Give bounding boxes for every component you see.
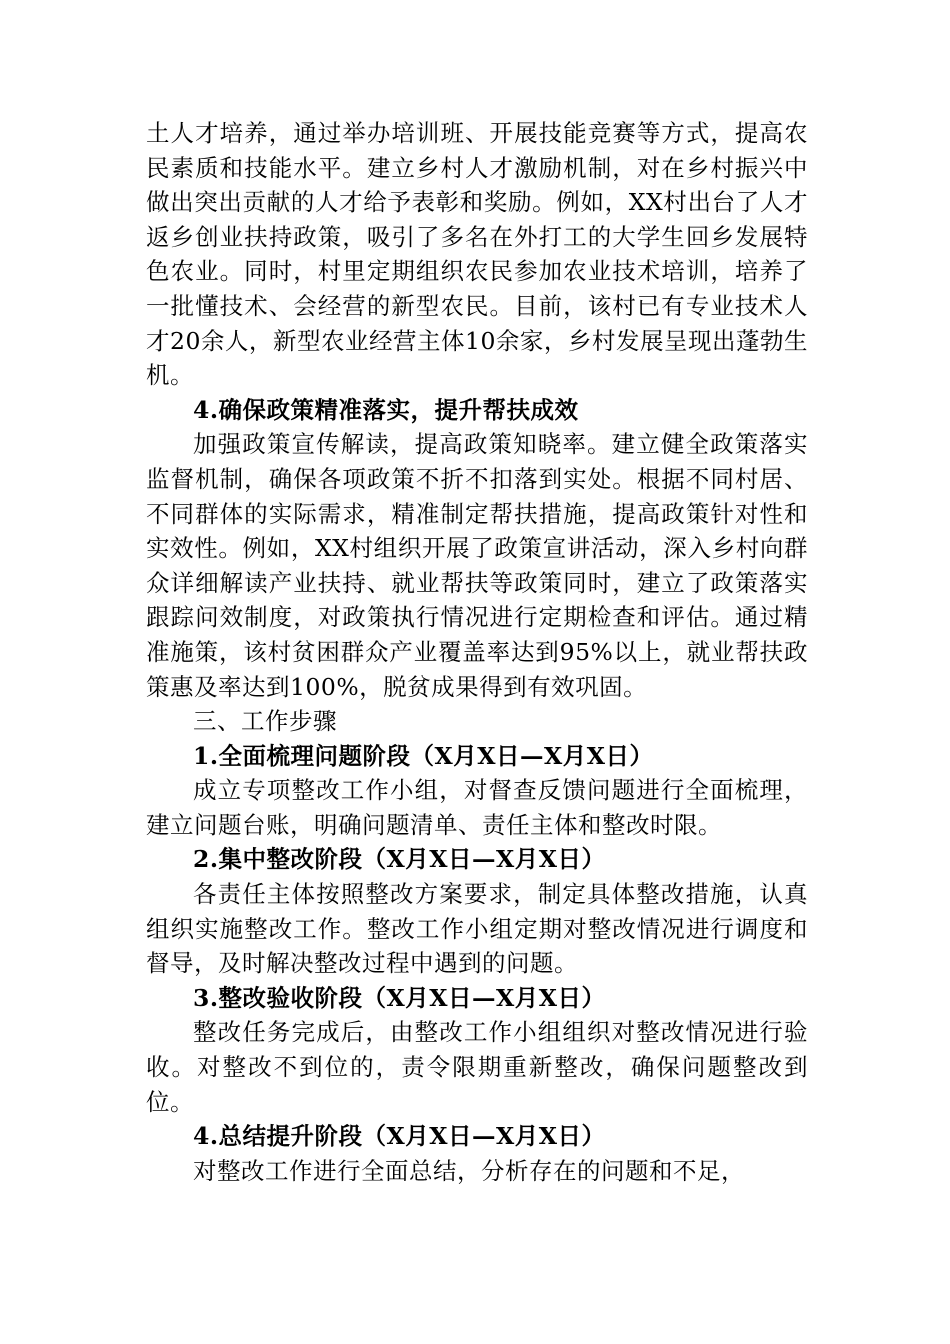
heading-step-2: 2.集中整改阶段（X月X日—X月X日） — [193, 845, 606, 874]
section-heading-work-steps: 三、工作步骤 — [193, 707, 337, 736]
heading-policy-implementation: 4.确保政策精准落实，提升帮扶成效 — [193, 395, 579, 424]
heading-step-3: 3.整改验收阶段（X月X日—X月X日） — [193, 983, 606, 1012]
paragraph-step-1: 成立专项整改工作小组，对督查反馈问题进行全面梳理，建立问题台账，明确问题清单、责任主体和整改时限。 — [146, 776, 808, 839]
paragraph-talent-cultivation: 土人才培养，通过举办培训班、开展技能竞赛等方式，提高农民素质和技能水平。建立乡村人才激励机制，对在乡村振兴中做出突出贡献的人才给予表彰和奖励。例如，XX村出台了人才返乡创业扶持政策，吸引了多名在外打工的大学生回乡发展特色农业。同时，村里定期组织农民参加农业技术培训，培养了一批懂技术、会经营的新型农民。目前，该村已有专业技术人才20余人，新型农业经营主体10余家，乡村发展呈现出蓬勃生机。 — [146, 119, 808, 390]
heading-step-1: 1.全面梳理问题阶段（X月X日—X月X日） — [193, 741, 654, 770]
paragraph-policy-implementation: 加强政策宣传解读，提高政策知晓率。建立健全政策落实监督机制，确保各项政策不折不扣落到实处。根据不同村居、不同群体的实际需求，精准制定帮扶措施，提高政策针对性和实效性。例如，XX村组织开展了政策宣讲活动，深入乡村向群众详细解读产业扶持、就业帮扶等政策同时，建立了政策落实跟踪问效制度，对政策执行情况进行定期检查和评估。通过精准施策，该村贫困群众产业覆盖率达到95%以上，就业帮扶政策惠及率达到100%，脱贫成果得到有效巩固。 — [146, 430, 808, 701]
paragraph-step-3: 整改任务完成后，由整改工作小组组织对整改情况进行验收。对整改不到位的，责令限期重新整改，确保问题整改到位。 — [146, 1018, 808, 1116]
heading-step-4: 4.总结提升阶段（X月X日—X月X日） — [193, 1122, 606, 1151]
paragraph-step-4: 对整改工作进行全面总结，分析存在的问题和不足， — [193, 1156, 745, 1185]
paragraph-step-2: 各责任主体按照整改方案要求，制定具体整改措施，认真组织实施整改工作。整改工作小组定期对整改情况进行调度和督导，及时解决整改过程中遇到的问题。 — [146, 880, 808, 978]
document-page — [146, 116, 808, 1188]
